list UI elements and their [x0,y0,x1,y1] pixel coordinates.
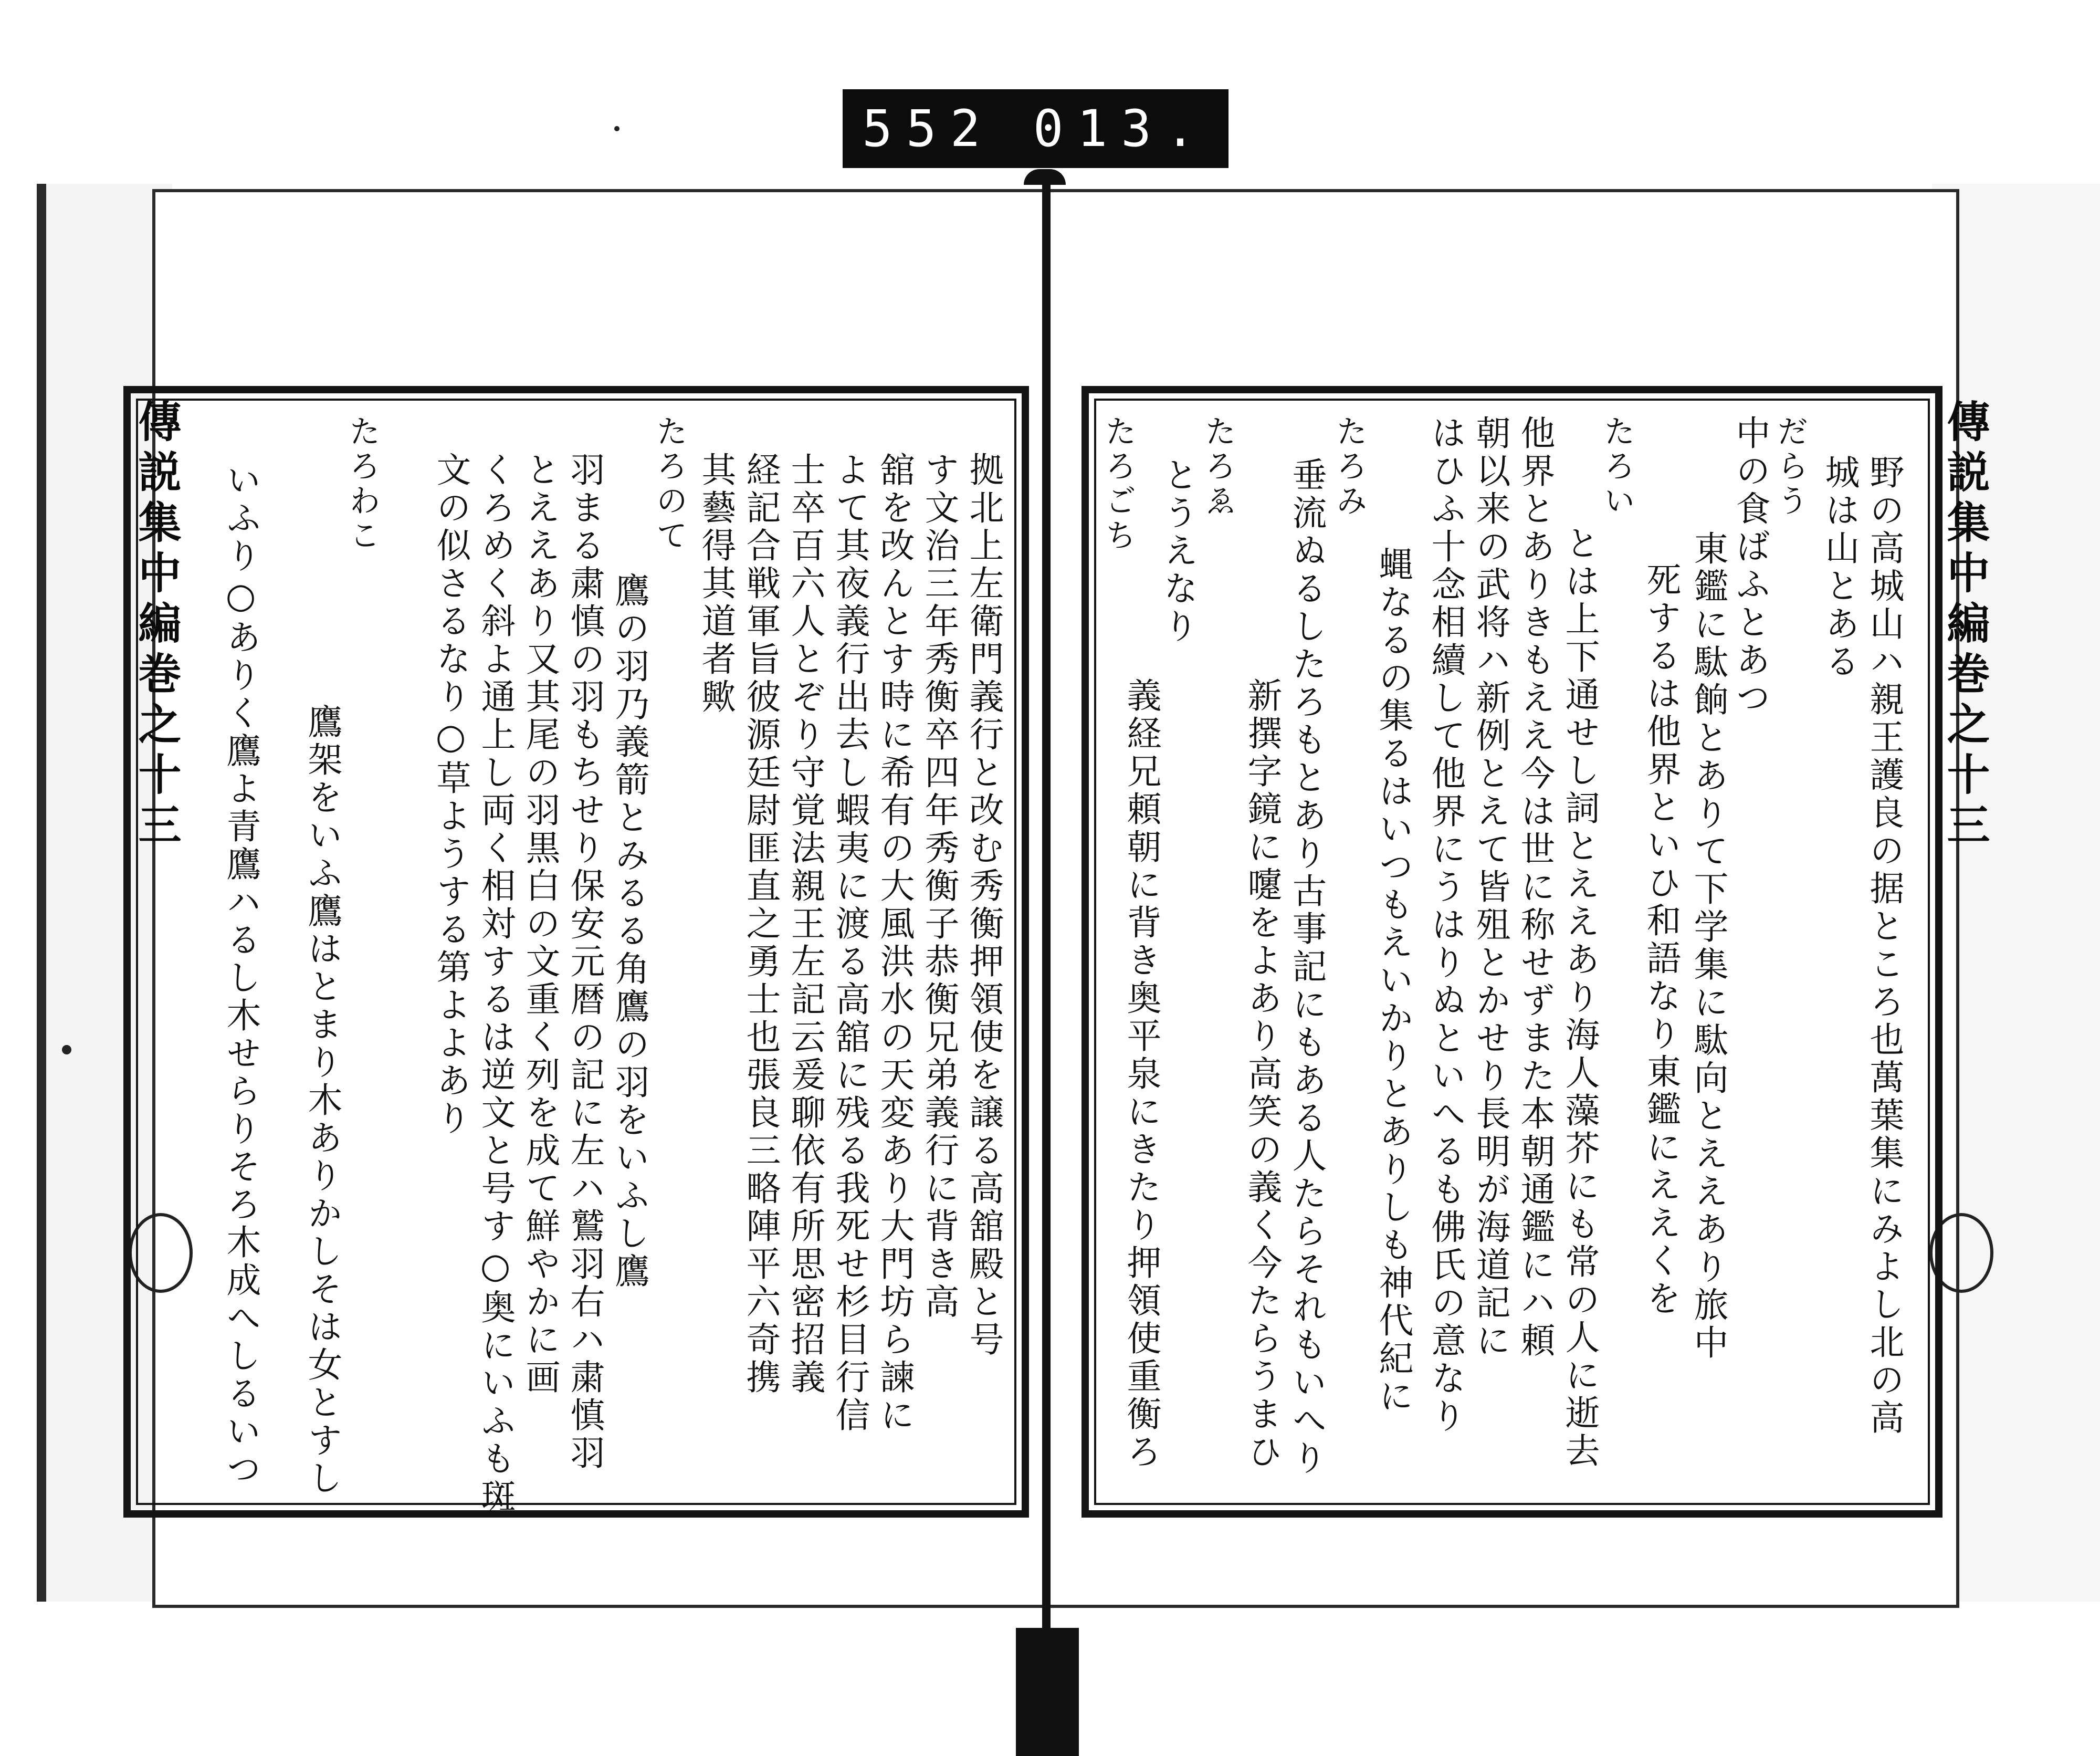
left-col-2: す文治三年秀衡卒四年秀衡子恭衡兄弟義行に背き高 [919,452,959,1321]
left-col-9: 鷹の羽乃義箭とみるる角鷹の羽をいふし鷹 [609,572,649,1291]
right-running-title: 傳説集中編巻之十三 [1940,399,1990,853]
left-col-13: 文の似さるなり○草ようする第よよあり [430,452,471,1138]
right-col-4: 中の食ばふとあつ [1730,415,1770,717]
right-col-10: 朝以来の武将ハ新例とえて皆殂とかせり長明が海道記に [1470,415,1510,1360]
right-col-16: たろゑ [1200,415,1236,519]
left-col-15: 鷹架をいふ鷹はとまり木ありかしそは女とすし [302,704,342,1498]
catalog-label [843,89,1228,168]
right-col-1: 野の高城山ハ親王護良の据ところ也萬葉集にみよし北の高 [1864,454,1904,1437]
left-col-12: くろめく斜よ通上し両く相対するは逆文と号す○奥にいふも斑 [475,452,516,1516]
left-col-16: いふり○ありく鷹よ青鷹ハるし木せらりそろ木成へしるいつ [220,462,261,1489]
left-col-4: よて其夜義行出去し蝦夷に渡る高舘に残る我死せ杉目行信 [830,452,870,1435]
right-col-5: 東鑑に駄餉とありて下学集に駄向とええあり旅中 [1688,530,1728,1362]
left-running-title: 傳説集中編巻之十三 [131,399,182,853]
catalog-number-left: 552 [862,99,994,158]
left-col-5: 士卒百六人とぞり守覚法親王左記云爰聊依有所思密招義 [785,452,825,1397]
left-col-7: 其藝得其道者歟 [696,452,736,716]
right-col-2: 城は山とある [1819,454,1860,681]
catalog-number-right: 013. [1033,99,1209,158]
spine-foot [1016,1628,1079,1756]
right-col-14: 垂流ぬるしたろもとあり古事記にもある人たらそれもいへり [1286,457,1327,1478]
left-col-1: 拠北上左衛門義行と改む秀衡押領使を譲る高舘殿と号 [963,452,1004,1359]
right-col-12: たろみ [1331,415,1368,519]
scan-speck [62,1045,71,1054]
left-col-8: たろのて [651,415,688,553]
book-spine [1042,173,1051,1756]
left-col-6: 経記合戦軍旨彼源廷尉匪直之勇士也張良三略陣平六奇携 [740,452,781,1397]
right-col-18: 義経兄頼朝に背き奥平泉にきたり押領使重衡ろ [1121,677,1161,1471]
right-col-8: とは上下通せし詞とええあり海人藻芥にも常の人に逝去 [1559,525,1600,1470]
left-col-14: たろわこ [344,415,381,553]
right-col-15: 新撰字鏡に嚔をよあり高笑の義く今たらうまひ [1242,677,1282,1471]
right-col-6: 死するは他界といひ和語なり東鑑にええくを [1641,562,1681,1318]
right-col-9: 他界とありきもええ今は世に称せずまた本朝通鑑にハ頼 [1515,415,1555,1360]
left-col-3: 舘を改んとす時に希有の大風洪水の天変あり大門坊ら諫に [874,452,915,1435]
left-col-11: とええあり又其尾の羽黒白の文重く列を成て鮮やかに画 [520,452,560,1397]
right-col-11: はひふ十念相續して他界にうはりぬといへるも佛氏の意なり [1425,415,1466,1436]
scan-speck [614,126,620,131]
right-col-19: たろごち [1100,415,1137,553]
left-col-10: 羽まる粛慎の羽もちせり保安元暦の記に左ハ鷲羽右ハ粛慎羽 [564,452,605,1472]
right-col-17: とうえなり [1158,457,1198,646]
right-col-7: たろい [1599,415,1635,519]
right-col-13: 蝿なるの集るはいつもえいかりとありしも神代紀に [1373,546,1413,1416]
right-col-3: だらう [1772,415,1809,519]
right-text-frame [1082,386,1942,1518]
